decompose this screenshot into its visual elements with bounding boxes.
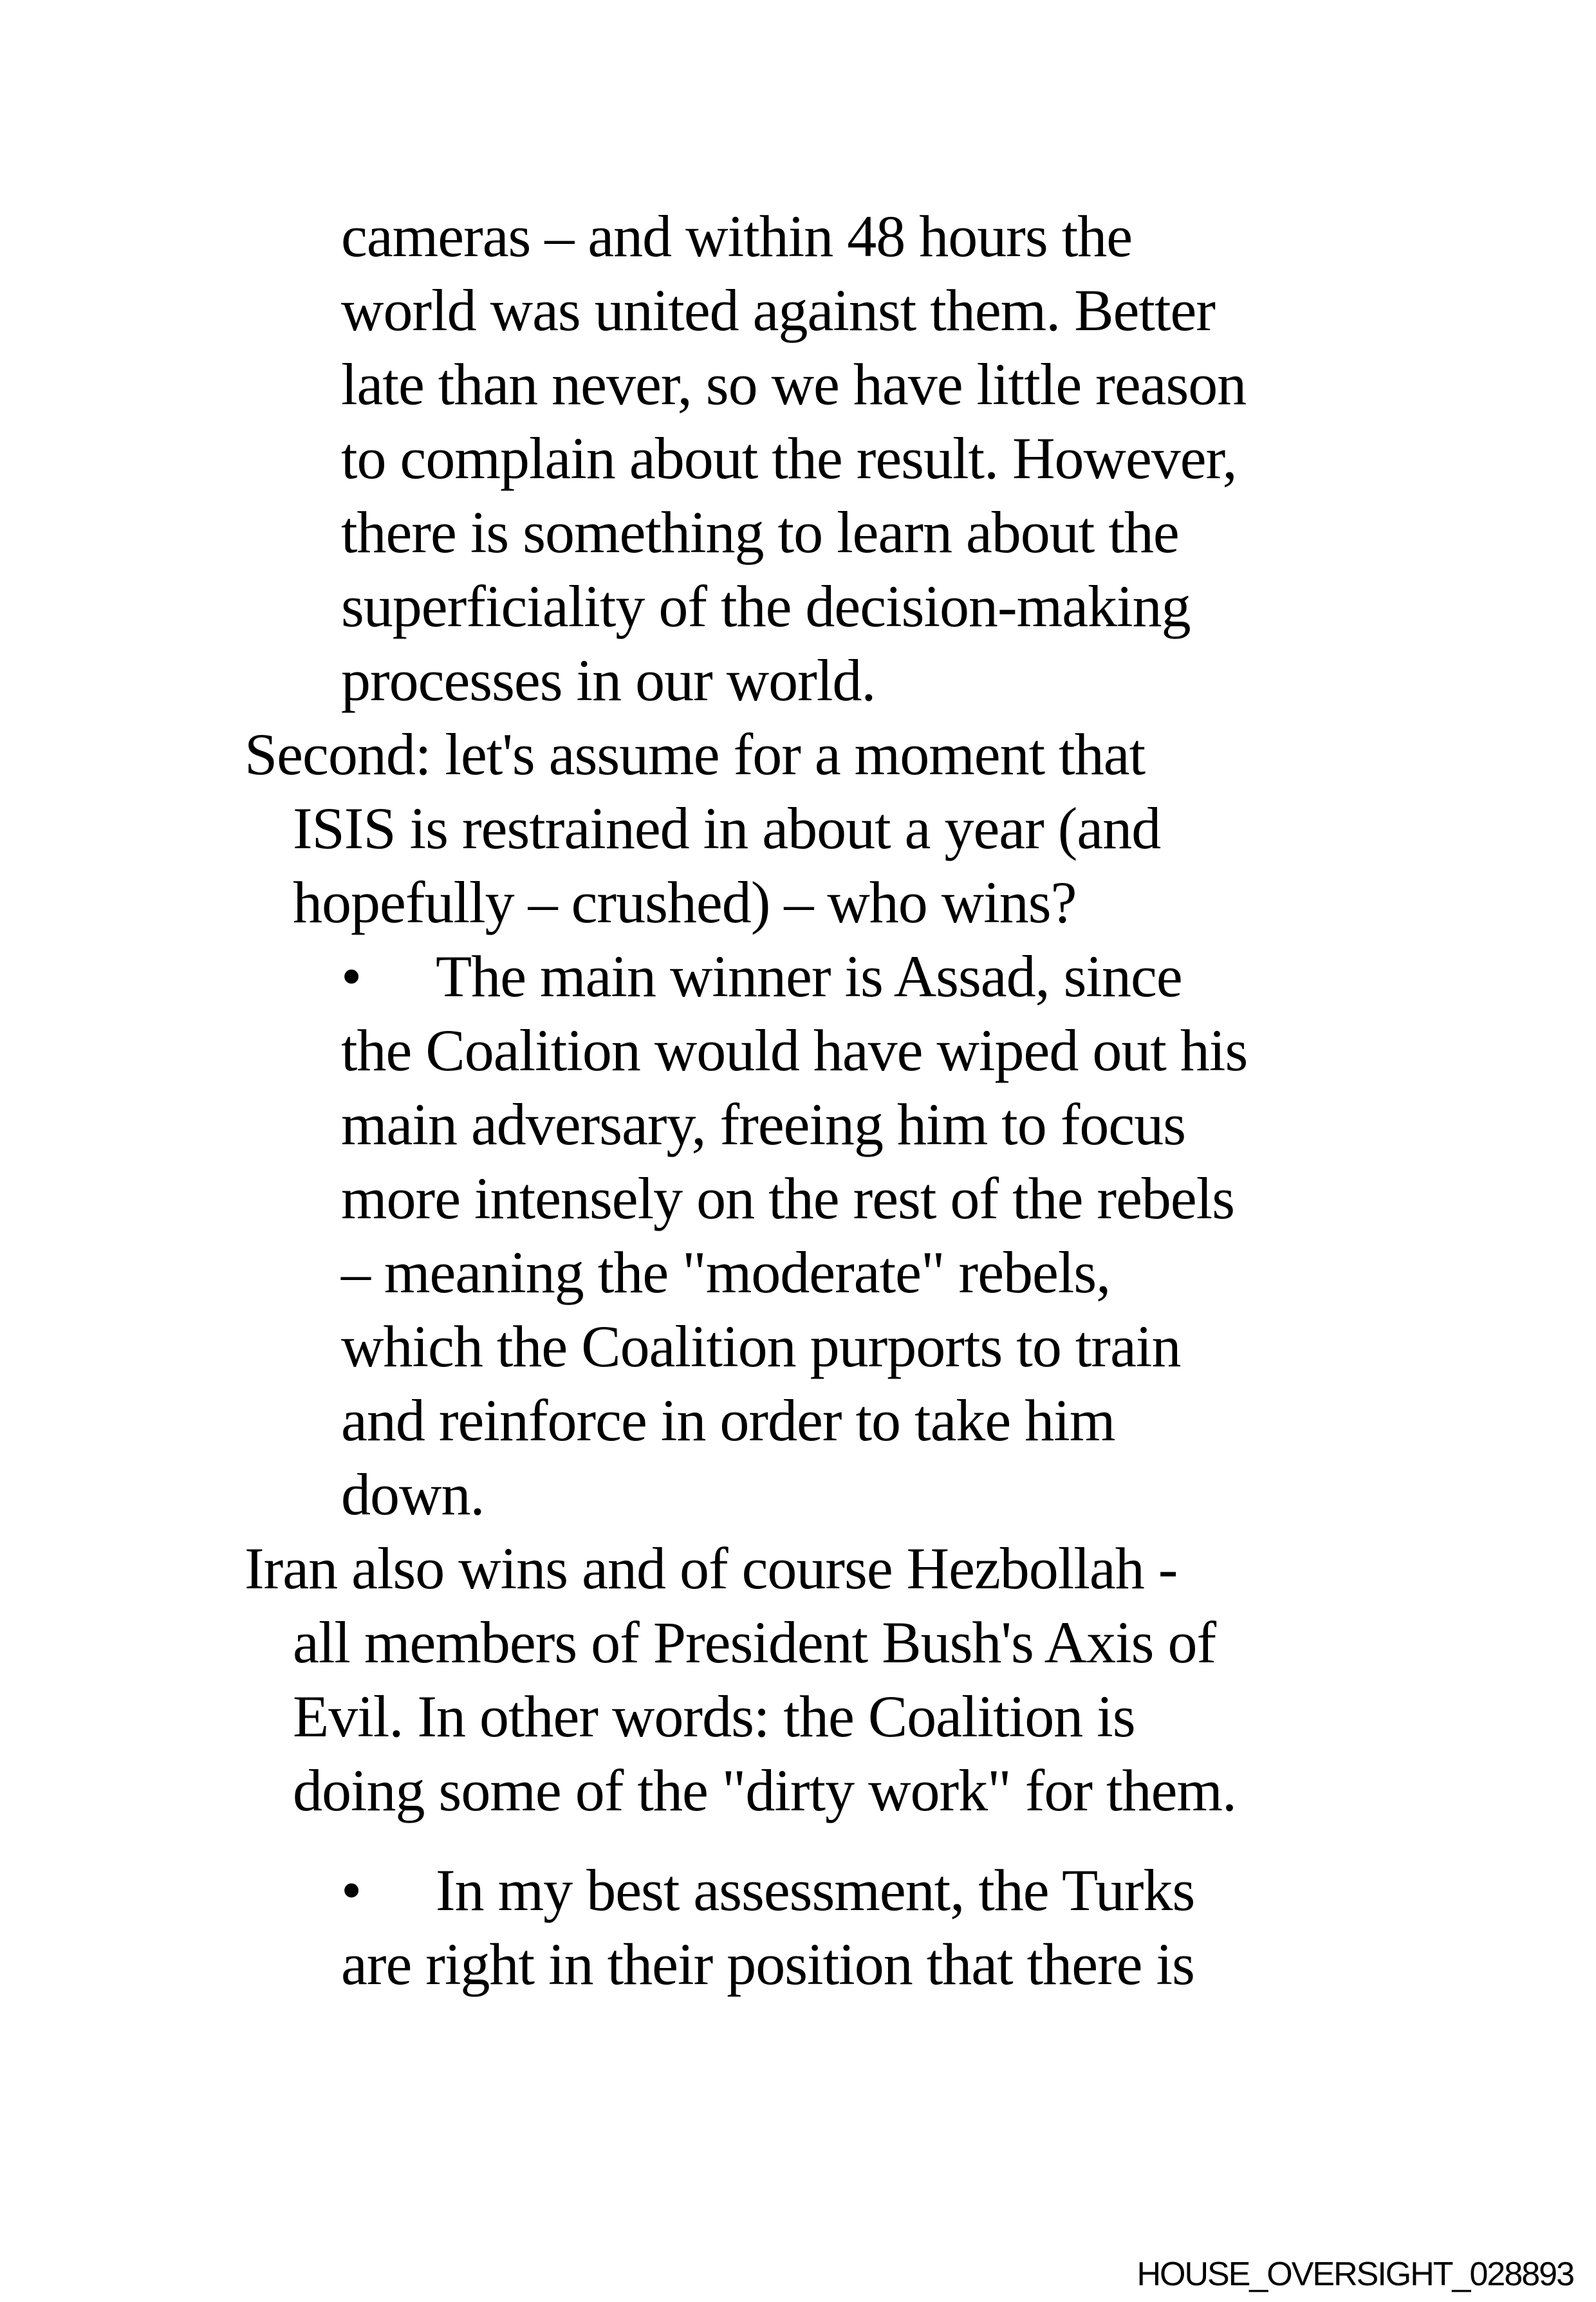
document-body (0, 200, 1596, 2001)
text-line: Second: let's assume for a moment that (245, 721, 1146, 787)
bullet-list-item (0, 940, 1596, 1014)
text-line: Evil. In other words: the Coalition is (293, 1684, 1135, 1749)
text-line: – meaning the "moderate" rebels, (341, 1239, 1111, 1305)
text-line: more intensely on the rest of the rebels (341, 1165, 1235, 1231)
text-line: hopefully – crushed) – who wins? (293, 869, 1077, 935)
bullet-icon: • (341, 943, 362, 1009)
text-line: which the Coalition purports to train (341, 1313, 1181, 1379)
text-line: and reinforce in order to take him (341, 1388, 1115, 1453)
text-line: ISIS is restrained in about a year (and (293, 795, 1161, 861)
text-line: world was united against them. Better (341, 277, 1216, 343)
bates-stamp-document-id: HOUSE_OVERSIGHT_028893 (1137, 2256, 1573, 2293)
text-line: doing some of the "dirty work" for them. (293, 1758, 1236, 1823)
text-line: processes in our world. (341, 647, 876, 713)
text-line: cameras – and within 48 hours the (341, 203, 1133, 269)
text-line: main adversary, freeing him to focus (341, 1091, 1186, 1157)
text-line: to complain about the result. However, (341, 425, 1237, 491)
text-line: superficiality of the decision-making (341, 573, 1191, 639)
text-line: late than never, so we have little reason (341, 351, 1247, 417)
text-line: the Coalition would have wiped out his (341, 1017, 1248, 1083)
bullet-item-text: The main winner is Assad, since (436, 943, 1182, 1009)
bullet-icon: • (341, 1857, 362, 1923)
bullet-list-item (0, 1853, 1596, 1927)
text-line: there is something to learn about the (341, 499, 1179, 565)
text-line: Iran also wins and of course Hezbollah - (245, 1536, 1178, 1601)
text-line: all members of President Bush's Axis of (293, 1610, 1216, 1675)
text-line: down. (341, 1462, 485, 1527)
bullet-item-text: In my best assessment, the Turks (436, 1857, 1195, 1923)
text-line: are right in their position that there is (341, 1931, 1194, 1997)
